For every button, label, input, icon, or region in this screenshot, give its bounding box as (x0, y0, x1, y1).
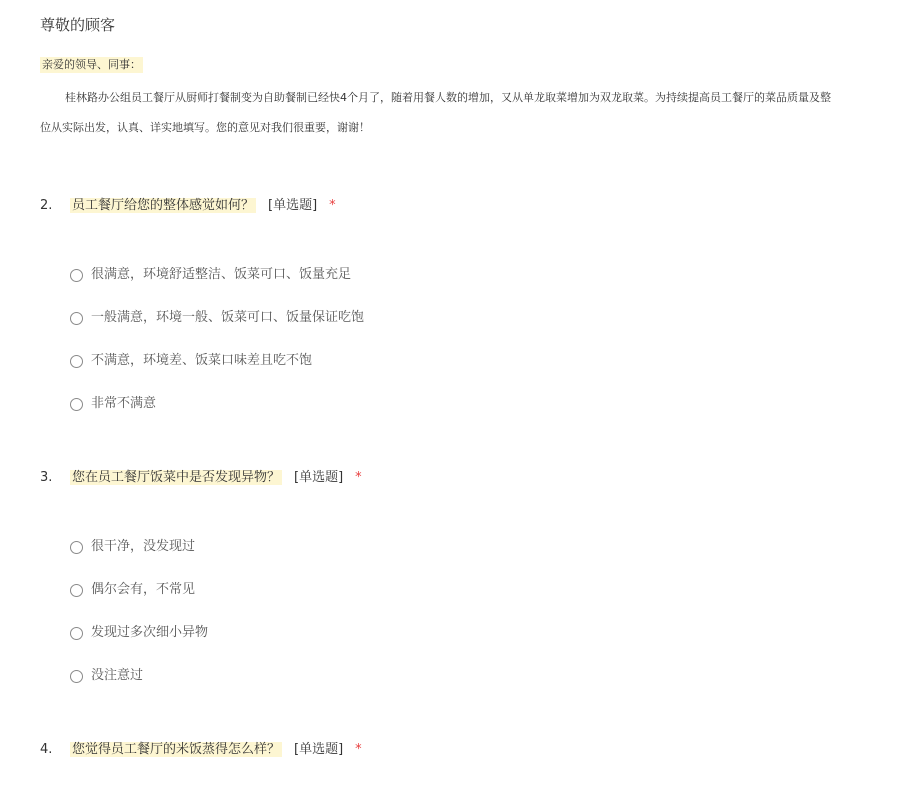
question-number: 2. (40, 198, 53, 213)
question-text: 员工餐厅给您的整体感觉如何？ (72, 198, 255, 213)
radio-button[interactable] (70, 627, 83, 640)
radio-button[interactable] (70, 312, 83, 325)
option-label: 没注意过 (91, 668, 144, 683)
option-label: 发现过多次细小异物 (91, 625, 209, 640)
survey-intro-line-1: 桂林路办公组员工餐厅从厨师打餐制变为自助餐制已经快4个月了，随着用餐人数的增加，又从单龙取菜增加为双龙取菜。为持续提高员工餐厅的菜品质量及整 (65, 91, 831, 104)
question-2-option-4[interactable] (70, 395, 156, 413)
question-3-option-4[interactable] (70, 667, 143, 685)
survey-title: 尊敬的顾客 (40, 16, 116, 34)
option-label: 偶尔会有，不常见 (91, 582, 196, 597)
option-label: 非常不满意 (91, 396, 157, 411)
question-2-option-3[interactable] (70, 352, 312, 370)
option-label: 一般满意，环境一般、饭菜可口、饭量保证吃饱 (91, 310, 365, 325)
option-label: 不满意，环境差、饭菜口味差且吃不饱 (91, 353, 313, 368)
radio-button[interactable] (70, 584, 83, 597)
question-type-label: [单选题] (294, 742, 344, 757)
question-type-label: [单选题] (268, 198, 318, 213)
question-text: 您在员工餐厅饭菜中是否发现异物？ (72, 470, 281, 485)
question-3-option-1[interactable] (70, 538, 195, 556)
question-3-option-3[interactable] (70, 624, 208, 642)
question-type-label: [单选题] (294, 470, 344, 485)
radio-button[interactable] (70, 670, 83, 683)
radio-button[interactable] (70, 355, 83, 368)
required-marker: * (329, 198, 336, 213)
required-marker: * (355, 470, 362, 485)
survey-greeting: 亲爱的领导、同事： (42, 58, 141, 71)
question-3-header (40, 468, 362, 488)
radio-button[interactable] (70, 398, 83, 411)
option-label: 很满意，环境舒适整洁、饭菜可口、饭量充足 (91, 267, 352, 282)
option-label: 很干净，没发现过 (91, 539, 196, 554)
question-number: 3. (40, 470, 53, 485)
radio-button[interactable] (70, 541, 83, 554)
question-2-option-1[interactable] (70, 266, 351, 284)
question-4-header (40, 740, 362, 760)
question-number: 4. (40, 742, 53, 757)
question-3-option-2[interactable] (70, 581, 195, 599)
question-2-header (40, 196, 336, 216)
survey-intro-line-2: 位从实际出发，认真、详实地填写。您的意见对我们很重要，谢谢！ (40, 121, 370, 134)
required-marker: * (355, 742, 362, 757)
question-text: 您觉得员工餐厅的米饭蒸得怎么样？ (72, 742, 281, 757)
question-2-option-2[interactable] (70, 309, 364, 327)
radio-button[interactable] (70, 269, 83, 282)
